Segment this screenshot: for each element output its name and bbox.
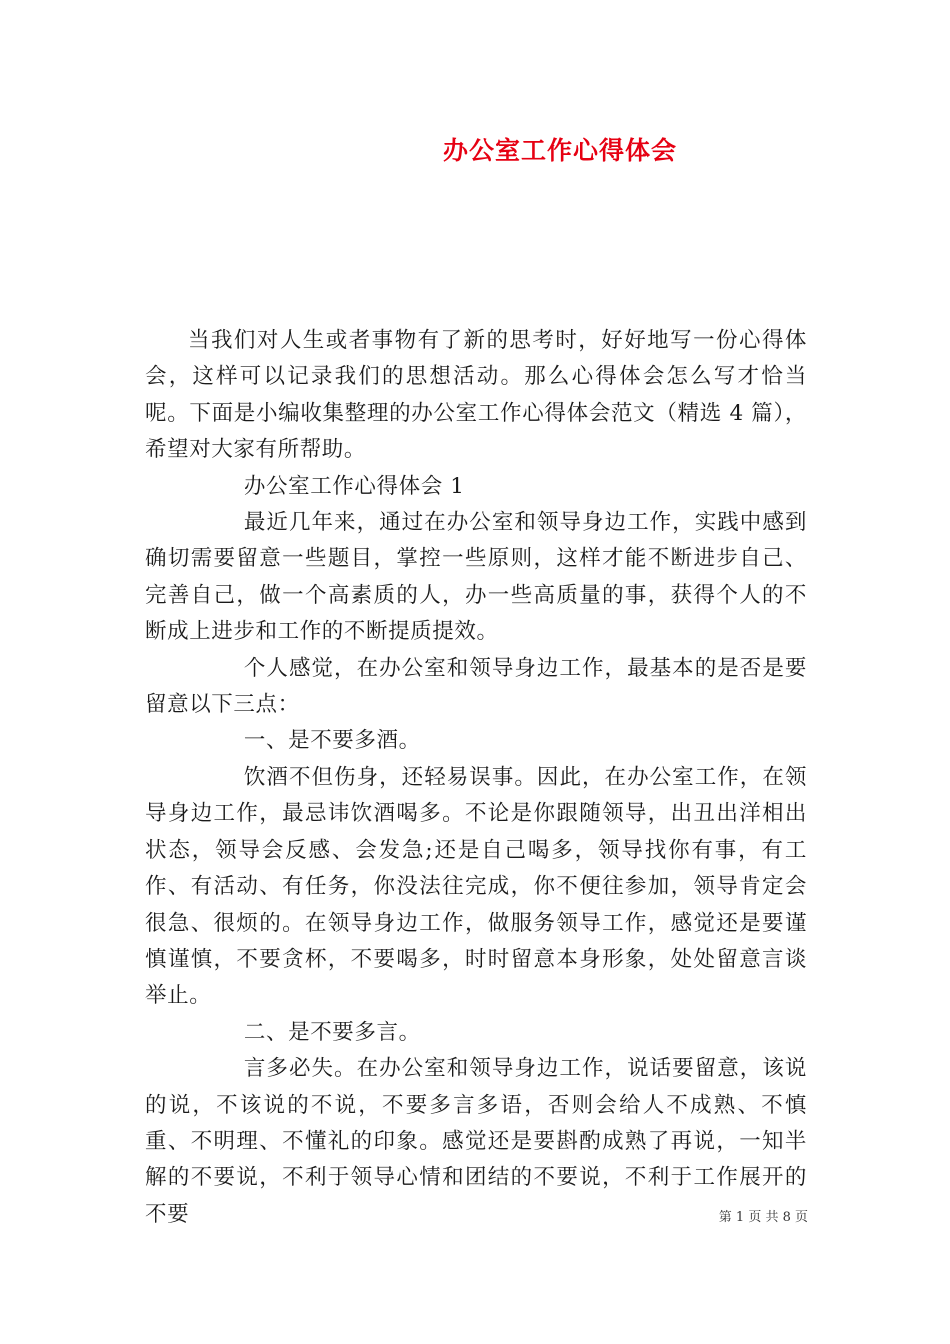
body-paragraph: 最近几年来，通过在办公室和领导身边工作，实践中感到确切需要留意一些题目，掌控一些原则，这样才能不断进步自己、完善自己，做一个高素质的人，办一些高质量的事，获得个人的不断成上进步和工作的不断提质提效。 [145,510,807,645]
document-body [145,323,807,1233]
body-paragraph: 个人感觉，在办公室和领导身边工作，最基本的是否是要留意以下三点： [145,655,807,718]
body-paragraph: 言多必失。在办公室和领导身边工作，说话要留意，该说的说，不该说的不说，不要多言多语，否则会给人不成熟、不慎重、不明理、不懂礼的印象。感觉还是要斟酌成熟了再说，一知半解的不要说，不利于领导心情和团结的不要说，不利于工作展开的不要 [145,1056,807,1227]
intro-paragraph: 当我们对人生或者事物有了新的思考时，好好地写一份心得体会，这样可以记录我们的思想活动。那么心得体会怎么写才恰当呢。下面是小编收集整理的办公室工作心得体会范文（精选 4 篇），希望对大家有所帮助。 [145,328,807,463]
document-title: 办公室工作心得体会 [442,136,677,165]
page-number-footer: 第 1 页 共 8 页 [718,1210,808,1225]
point-heading-1: 一、是不要多酒。 [243,728,421,754]
section-heading-1: 办公室工作心得体会 1 [243,473,465,499]
body-paragraph: 饮酒不但伤身，还轻易误事。因此，在办公室工作，在领导身边工作，最忌讳饮酒喝多。不论是你跟随领导，出丑出洋相出状态，领导会反感、会发急;还是自己喝多，领导找你有事，有工作、有活动、有任务，你没法往完成，你不便往参加，领导肯定会很急、很烦的。在领导身边工作，做服务领导工作，感觉还是要谨慎谨慎，不要贪杯，不要喝多，时时留意本身形象，处处留意言谈举止。 [145,764,807,1009]
point-heading-2: 二、是不要多言。 [243,1019,421,1045]
